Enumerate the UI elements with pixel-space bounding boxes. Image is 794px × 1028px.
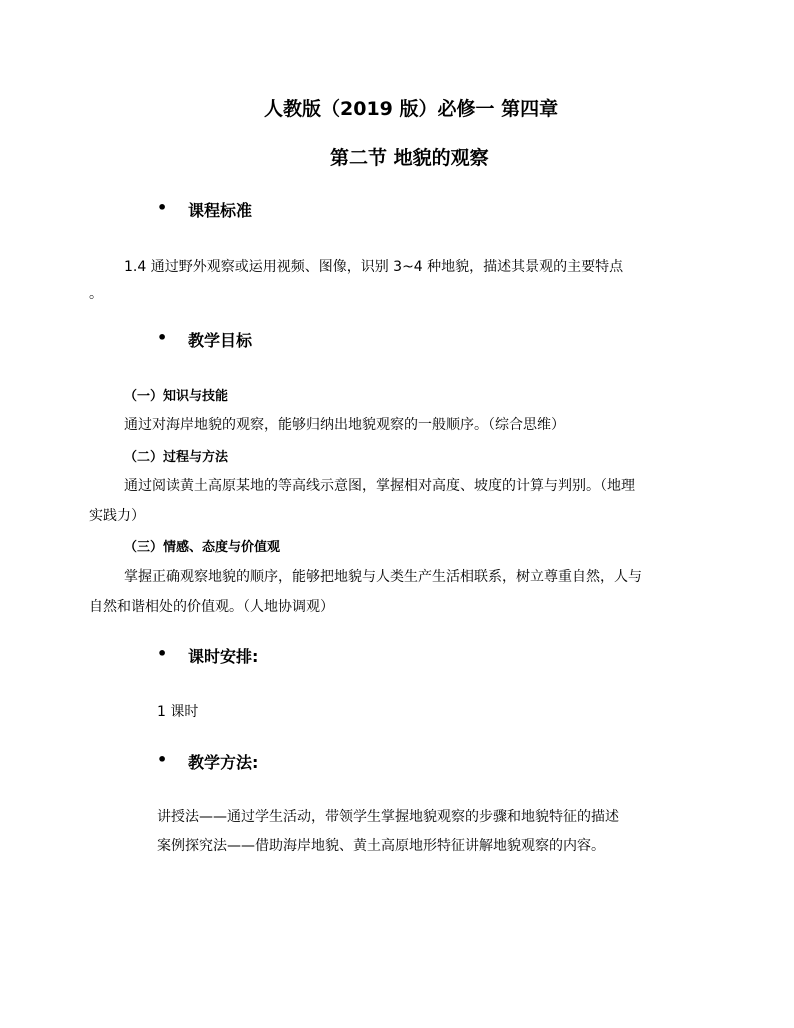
subheading-emotion-values: （三）情感、态度与价值观	[124, 540, 281, 555]
teaching-method-case-study: 案例探究法——借助海岸地貌、黄土高原地形特征讲解地貌观察的内容。	[157, 838, 605, 854]
bullet-marker: •	[157, 750, 168, 769]
curriculum-standard-text-cont: 。	[89, 286, 103, 302]
class-schedule-text: 1 课时	[157, 704, 199, 720]
heading-teaching-goals: 教学目标	[188, 331, 253, 350]
bullet-marker: •	[157, 198, 168, 217]
process-methods-text: 通过阅读黄土高原某地的等高线示意图，掌握相对高度、坡度的计算与判别。（地理	[124, 478, 635, 494]
subheading-process-methods: （二）过程与方法	[124, 450, 229, 465]
heading-curriculum-standard: 课程标准	[188, 201, 253, 220]
bullet-marker: •	[157, 644, 168, 663]
emotion-values-text-cont: 自然和谐相处的价值观。（人地协调观）	[89, 599, 334, 615]
section-subtitle: 第二节 地貌的观察	[330, 147, 489, 169]
subheading-knowledge-skills: （一）知识与技能	[124, 389, 229, 404]
heading-class-schedule: 课时安排:	[188, 647, 259, 666]
process-methods-text-cont: 实践力）	[89, 508, 145, 524]
teaching-method-lecture: 讲授法——通过学生活动，带领学生掌握地貌观察的步骤和地貌特征的描述	[157, 809, 619, 825]
curriculum-standard-text: 1.4 通过野外观察或运用视频、图像，识别 3~4 种地貌，描述其景观的主要特点	[124, 259, 624, 275]
knowledge-skills-text: 通过对海岸地貌的观察，能够归纳出地貌观察的一般顺序。（综合思维）	[124, 417, 565, 433]
emotion-values-text: 掌握正确观察地貌的顺序，能够把地貌与人类生产生活相联系，树立尊重自然，人与	[124, 569, 642, 585]
bullet-marker: •	[157, 328, 168, 347]
document-title: 人教版（2019 版）必修一 第四章	[264, 98, 559, 120]
heading-teaching-methods: 教学方法:	[188, 753, 259, 772]
